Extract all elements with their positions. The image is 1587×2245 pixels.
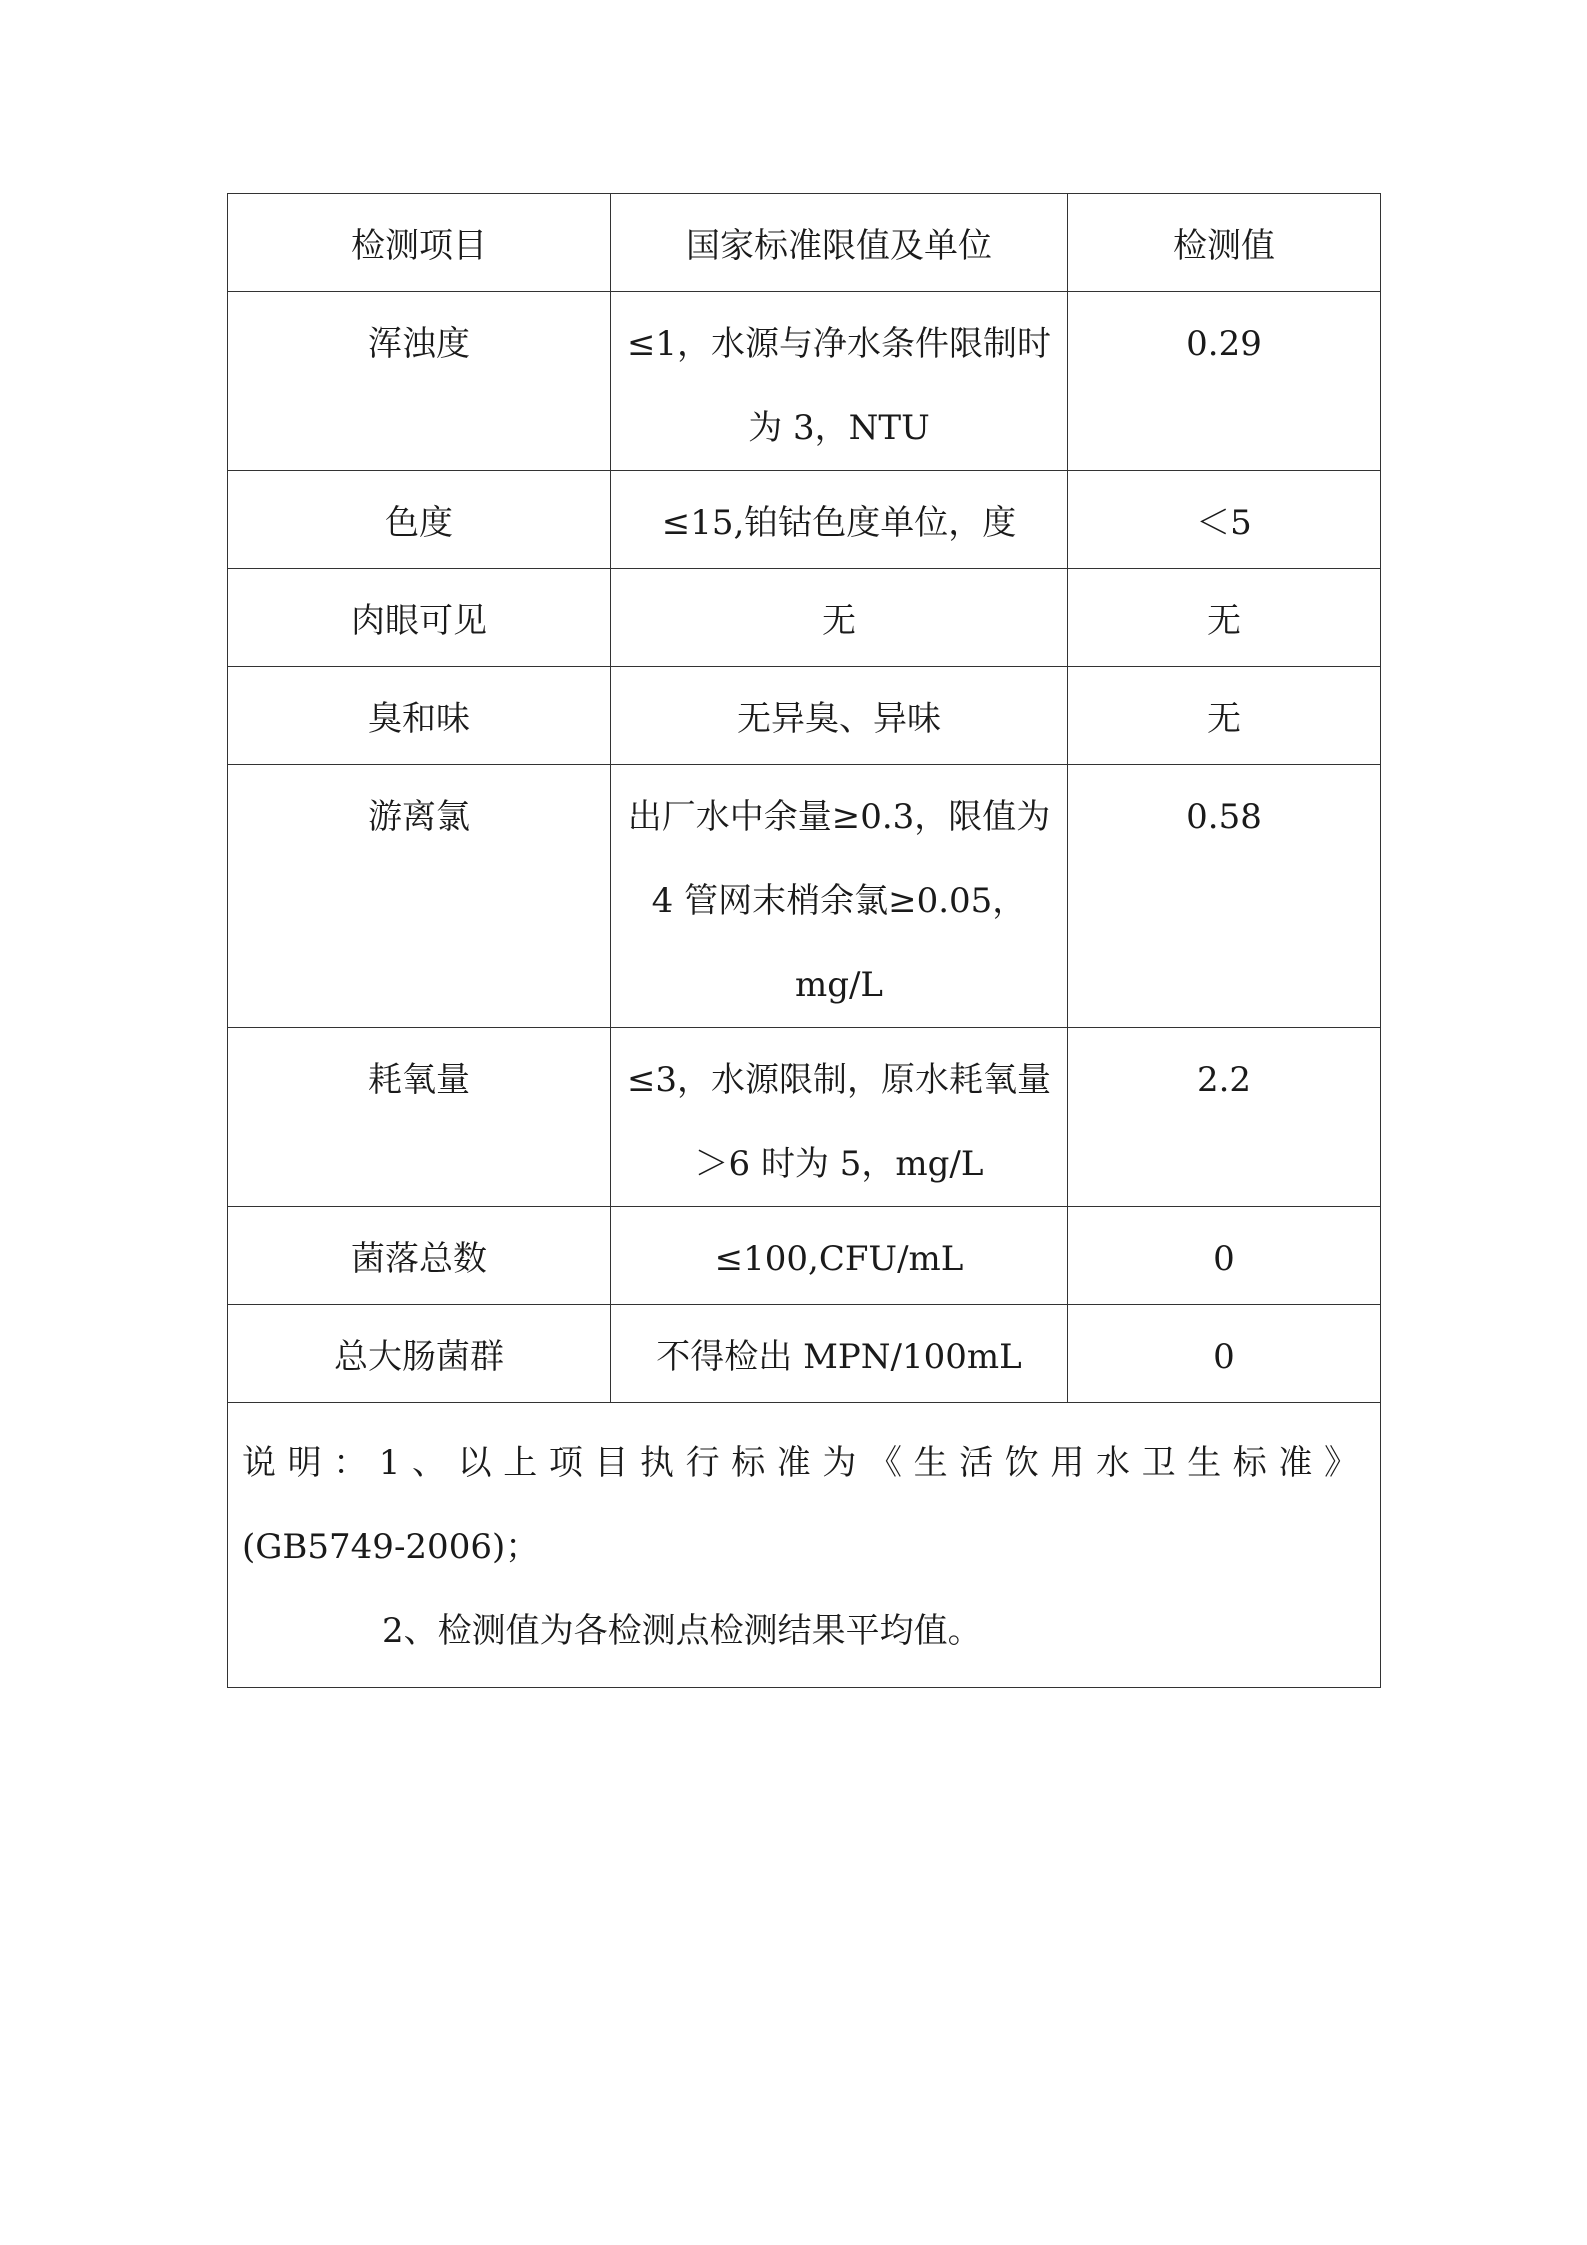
water-quality-table: [227, 193, 1381, 1688]
table-row: [228, 292, 1381, 471]
table-header-row: [228, 194, 1381, 292]
table-row: [228, 569, 1381, 667]
notes-row: [228, 1403, 1381, 1688]
row-value: 0.29: [1068, 292, 1381, 471]
table-row: [228, 1028, 1381, 1207]
row-standard: 无异臭、异味: [611, 667, 1068, 765]
table-row: [228, 1207, 1381, 1305]
header-value: 检测值: [1068, 194, 1381, 292]
row-value: 0: [1068, 1207, 1381, 1305]
notes-cell: [228, 1403, 1381, 1688]
row-standard: 无: [611, 569, 1068, 667]
row-item: 菌落总数: [228, 1207, 611, 1305]
table-row: [228, 765, 1381, 1028]
row-value: 2.2: [1068, 1028, 1381, 1207]
row-standard: 不得检出 MPN/100mL: [611, 1305, 1068, 1403]
row-item: 肉眼可见: [228, 569, 611, 667]
row-value: ＜5: [1068, 471, 1381, 569]
table-row: [228, 1305, 1381, 1403]
notes-line-2: (GB5749-2006)；: [242, 1527, 540, 1567]
row-item: 耗氧量: [228, 1028, 611, 1207]
row-item: 游离氯: [228, 765, 611, 1028]
table-row: [228, 471, 1381, 569]
row-standard: ≤100,CFU/mL: [611, 1207, 1068, 1305]
table-row: [228, 667, 1381, 765]
row-value: 无: [1068, 569, 1381, 667]
row-value: 0: [1068, 1305, 1381, 1403]
row-value: 无: [1068, 667, 1381, 765]
row-standard: ≤1，水源与净水条件限制时为 3，NTU: [611, 292, 1068, 471]
row-item: 总大肠菌群: [228, 1305, 611, 1403]
row-item: 臭和味: [228, 667, 611, 765]
notes-line-3: 2、检测值为各检测点检测结果平均值。: [382, 1611, 982, 1651]
row-standard: 出厂水中余量≥0.3，限值为 4 管网末梢余氯≥0.05，mg/L: [611, 765, 1068, 1028]
header-item: 检测项目: [228, 194, 611, 292]
header-standard: 国家标准限值及单位: [611, 194, 1068, 292]
row-item: 浑浊度: [228, 292, 611, 471]
row-value: 0.58: [1068, 765, 1381, 1028]
row-item: 色度: [228, 471, 611, 569]
notes-line-1: 说明：1、以上项目执行标准为《生活饮用水卫生标准》: [242, 1443, 1366, 1483]
row-standard: ≤3，水源限制，原水耗氧量＞6 时为 5，mg/L: [611, 1028, 1068, 1207]
row-standard: ≤15,铂钴色度单位，度: [611, 471, 1068, 569]
